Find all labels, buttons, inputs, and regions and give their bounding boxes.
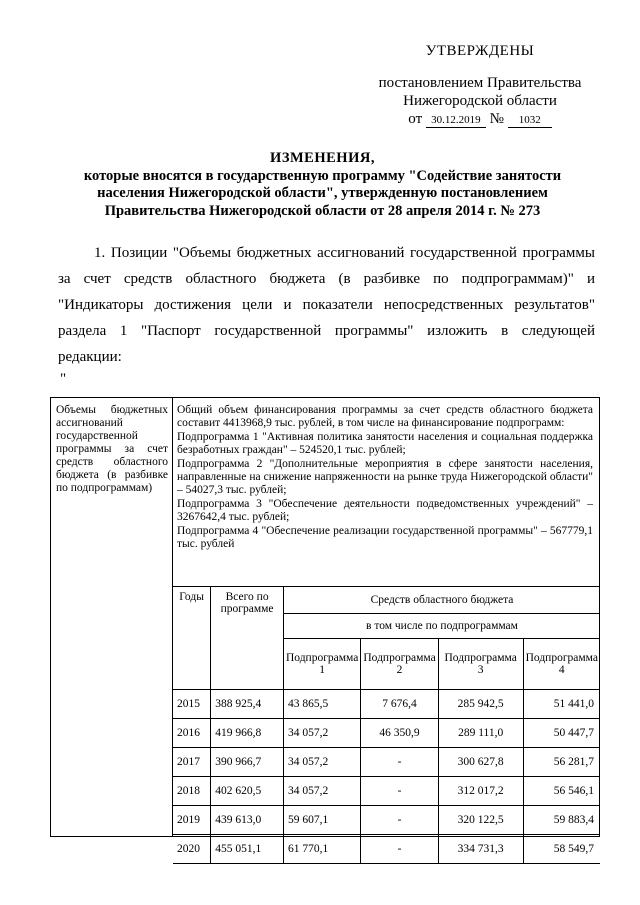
row-sub2: - xyxy=(361,835,438,864)
row-total: 419 966,8 xyxy=(211,719,284,748)
title-line3: населения Нижегородской области", утвержденную постановлением xyxy=(97,185,548,201)
para-line1: 1. Позиции "Объемы бюджетных ассигнований государственной программы xyxy=(94,245,595,261)
approval-date: 30.12.2019 xyxy=(426,114,486,128)
document-title xyxy=(50,150,595,220)
title-line4: Правительства Нижегородской области от 28 апреля 2014 г. № 273 xyxy=(104,202,541,219)
funding-total-text: Общий объем финансирования программы за счет средств областного бюджета составит 4413968,9 тыс. рублей, в том числе на финансирование подпрограмм: xyxy=(177,404,593,430)
row-total: 439 613,0 xyxy=(211,806,284,835)
row-total: 390 966,7 xyxy=(211,748,284,777)
para-line2: за счет средств областного бюджета (в разбивке по подпрограммам)" и xyxy=(58,271,595,287)
header-sub4: Подпрограмма 4 xyxy=(523,639,600,690)
row-sub1: 34 057,2 xyxy=(283,777,360,806)
row-sub3: 320 122,5 xyxy=(438,806,523,835)
subprogram2-text: Подпрограмма 2 "Дополнительные мероприятия в сфере занятости населения, направленные на снижение напряженности на рынке труда Нижегородской области" – 54027,3 тыс. рублей; xyxy=(177,457,593,497)
row-sub3: 285 942,5 xyxy=(438,690,523,719)
row-year: 2019 xyxy=(173,806,211,835)
header-total: Всего по программе xyxy=(211,587,284,690)
body-paragraph xyxy=(58,240,595,370)
right-cell-text xyxy=(173,398,599,551)
approval-date-line xyxy=(360,110,600,128)
subprogram4-text: Подпрограмма 4 "Обеспечение реализации государственной программы" – 567779,1 тыс. рублей xyxy=(177,524,593,551)
row-sub2: - xyxy=(361,748,438,777)
row-sub1: 34 057,2 xyxy=(283,748,360,777)
row-total: 402 620,5 xyxy=(211,777,284,806)
header-sub1: Подпрограмма 1 xyxy=(283,639,360,690)
row-sub1: 61 770,1 xyxy=(283,835,360,864)
row-sub2: 7 676,4 xyxy=(361,690,438,719)
row-sub4: 56 546,1 xyxy=(523,777,600,806)
header-including: в том числе по подпрограммам xyxy=(283,614,600,639)
header-sub3: Подпрограмма 3 xyxy=(438,639,523,690)
table-row xyxy=(173,777,600,806)
row-sub3: 334 731,3 xyxy=(438,835,523,864)
subprogram1-text: Подпрограмма 1 "Активная политика занятости населения и социальная поддержка безработных граждан" – 524520,1 тыс. рублей; xyxy=(177,430,593,457)
opening-quote: " xyxy=(60,371,67,387)
header-years: Годы xyxy=(173,587,211,690)
passport-table xyxy=(50,397,600,855)
table-row xyxy=(173,806,600,835)
row-sub4: 50 447,7 xyxy=(523,719,600,748)
table-row xyxy=(173,690,600,719)
row-sub3: 300 627,8 xyxy=(438,748,523,777)
table-row xyxy=(173,719,600,748)
para-line5: редакции: xyxy=(58,349,122,365)
table-row xyxy=(173,835,600,864)
approval-line1: постановлением Правительства xyxy=(378,75,582,91)
subprogram3-text: Подпрограмма 3 "Обеспечение деятельности подведомственных учреждений" – 3267642,4 тыс. рублей; xyxy=(177,497,593,524)
row-sub4: 51 441,0 xyxy=(523,690,600,719)
table-row xyxy=(173,748,600,777)
row-sub1: 59 607,1 xyxy=(283,806,360,835)
approval-heading: УТВЕРЖДЕНЫ xyxy=(425,43,535,59)
table-left-cell xyxy=(51,398,173,836)
approval-line2: Нижегородской области xyxy=(403,93,557,109)
para-line4: раздела 1 "Паспорт государственной программы" изложить в следующей xyxy=(58,323,595,339)
row-sub4: 56 281,7 xyxy=(523,748,600,777)
row-sub3: 289 111,0 xyxy=(438,719,523,748)
para-line3: "Индикаторы достижения цели и показатели непосредственных результатов" xyxy=(58,297,595,313)
row-sub1: 43 865,5 xyxy=(283,690,360,719)
row-total: 455 051,1 xyxy=(211,835,284,864)
row-total: 388 925,4 xyxy=(211,690,284,719)
row-year: 2018 xyxy=(173,777,211,806)
row-sub3: 312 017,2 xyxy=(438,777,523,806)
row-sub2: 46 350,9 xyxy=(361,719,438,748)
row-year: 2016 xyxy=(173,719,211,748)
title-line1: ИЗМЕНЕНИЯ, xyxy=(270,150,375,166)
row-year: 2017 xyxy=(173,748,211,777)
row-sub1: 34 057,2 xyxy=(283,719,360,748)
row-sub4: 58 549,7 xyxy=(523,835,600,864)
approval-number: 1032 xyxy=(508,114,552,128)
row-year: 2020 xyxy=(173,835,211,864)
header-sub2: Подпрограмма 2 xyxy=(361,639,438,690)
row-sub4: 59 883,4 xyxy=(523,806,600,835)
header-regional-budget: Средств областного бюджета xyxy=(283,587,600,614)
row-sub2: - xyxy=(361,777,438,806)
number-label: № xyxy=(489,111,504,127)
table-right-cell xyxy=(173,398,599,855)
funding-by-year-table xyxy=(173,586,600,864)
title-line2: которые вносятся в государственную программу "Содействие занятости xyxy=(83,167,562,184)
row-sub2: - xyxy=(361,806,438,835)
approval-block xyxy=(360,42,600,128)
row-year: 2015 xyxy=(173,690,211,719)
from-label: от xyxy=(408,111,423,127)
left-cell-text: Объемы бюджетных ассигнований государственной программы за счет средств областного бюджета (в разбивке по подпрограммам) xyxy=(56,404,168,494)
